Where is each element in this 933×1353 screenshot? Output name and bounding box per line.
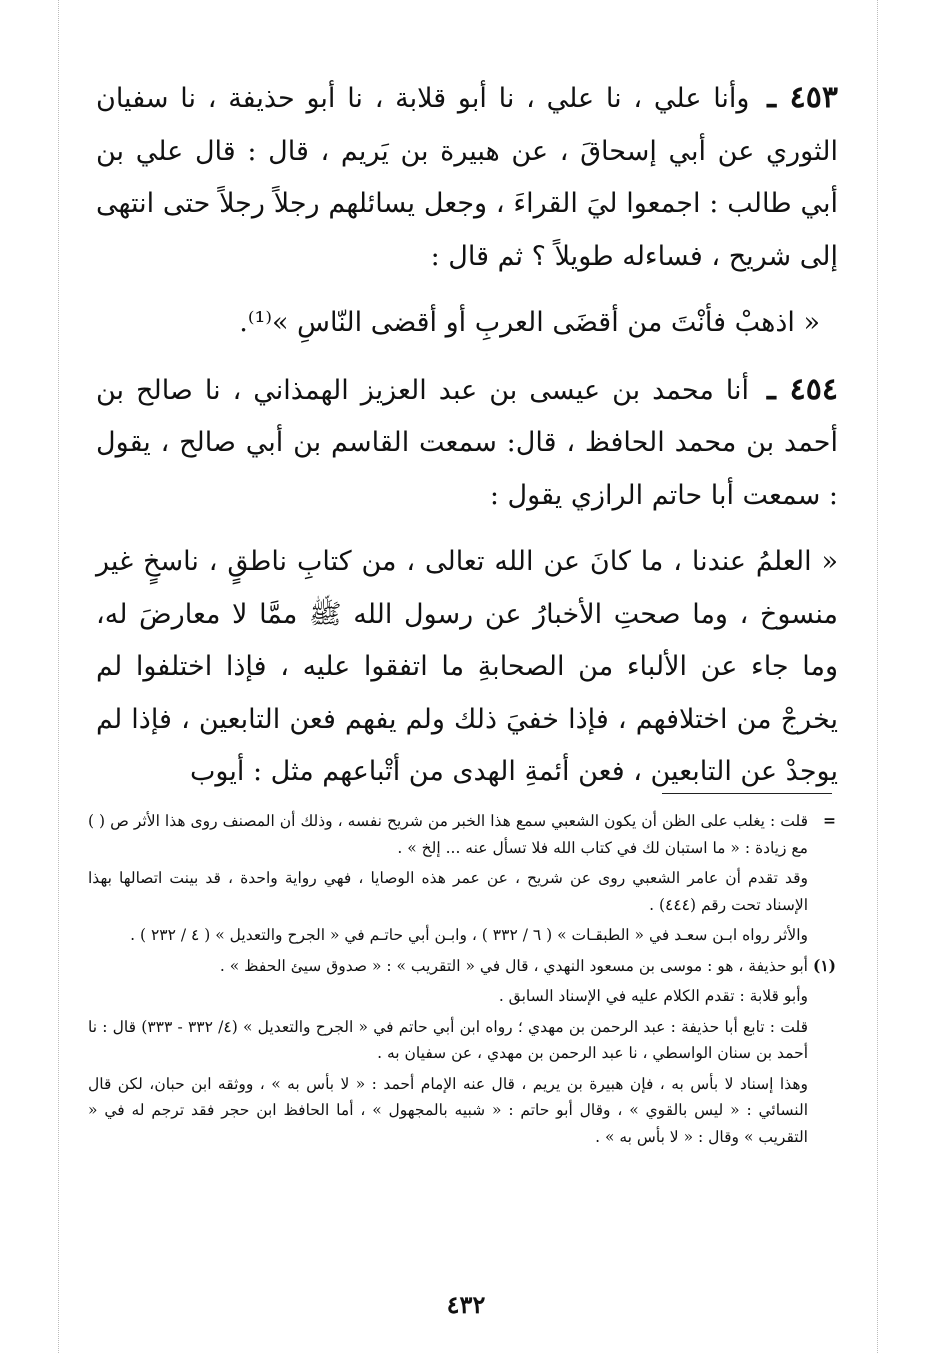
footnotes xyxy=(88,808,836,1150)
footnote-1-line-4: وهذا إسناد لا بأس به ، فإن هبيرة بن يريم ، قال عنه الإمام أحمد : « لا بأس به » ، ووثقه ابن حبان، لكن قال النسائي : « ليس بالقوي » ، وقال أبو حاتم : « شبيه بالمجهول » ، أما الحافظ ابن حجر فقد ترجم له في « التقريب » وقال : « لا بأس به » . xyxy=(88,1074,808,1146)
footnote-1 xyxy=(88,953,836,980)
footnote-separator xyxy=(662,793,832,794)
scan-edge-right xyxy=(877,0,879,1353)
paragraph-453-text: وأنا علي ، نا علي ، نا أبو قلابة ، نا أبو حذيفة ، نا سفيان الثوري عن أبي إسحاقَ ، عن هبيرة بن يَريم ، قال : قال علي بن أبي طالب : اجمعوا ليَ القراءَ ، وجعل يسائلهم رجلاً رجلاً حتى انتهى إلى شريح ، فساءله طويلاً ؟ ثم قال : xyxy=(96,83,838,272)
paragraph-454 xyxy=(96,364,838,523)
continuation-marker: = xyxy=(823,811,836,830)
quote-453: « اذهبْ فأنْتَ من أقضَى العربِ أو أقضى النّاسِ »⁽¹⁾. xyxy=(239,307,820,338)
scan-edge-left xyxy=(58,0,60,1353)
footnote-1-marker: (١) xyxy=(812,955,836,975)
paragraph-453 xyxy=(96,72,838,283)
footnote-continuation-1 xyxy=(88,808,836,861)
footnote-continuation-1-text: قلت : يغلب على الظن أن يكون الشعبي سمع هذا الخبر من شريح نفسه ، وذلك أن المصنف روى هذا الأثر ص ( ) مع زيادة : « ما استبان لك في كتاب الله فلا تسأل عنه ... إلخ » . xyxy=(88,812,808,857)
paragraph-454-text: أنا محمد بن عيسى بن عبد العزيز الهمذاني ، نا صالح بن أحمد بن محمد الحافظ ، قال: سمعت القاسم بن أبي صالح ، يقول : سمعت أبا حاتم الرازي يقول : xyxy=(96,374,838,511)
page-number: ٤٣٢ xyxy=(446,1290,486,1319)
footnote-continuation-2: وقد تقدم أن عامر الشعبي روى عن شريح ، عن عمر هذه الوصايا ، فهي رواية واحدة ، قد بينت اتصالها بهذا الإسناد تحت رقم (٤٤٤) . xyxy=(88,869,808,914)
footnote-1-line-2: وأبو قلابة : تقدم الكلام عليه في الإسناد السابق . xyxy=(498,987,808,1005)
entry-number-454: ٤٥٤ ـ xyxy=(767,371,838,407)
footnote-1-text: أبو حذيفة ، هو : موسى بن مسعود النهدي ، قال في « التقريب » : « صدوق سيئ الحفظ » . xyxy=(219,956,808,975)
entry-number-453: ٤٥٣ ـ xyxy=(767,80,838,115)
quote-454: « العلمُ عندنا ، ما كانَ عن الله تعالى ، من كتابِ ناطقٍ ، ناسخٍ غير منسوخ ، وما صحتِ الأخبارُ عن رسول الله ﷺ ممَّا لا معارضَ له، وما جاء عن الألباء من الصحابةِ ما اتفقوا عليه ، فإذا اختلفوا لم يخرجْ من اختلافهم ، فإذا خفيَ ذلك ولم يفهم فعن التابعين ، فإذا لم يوجدْ عن التابعين ، فعن أئمةِ الهدى من أتْباعهم مثل : أيوب xyxy=(96,546,838,787)
footnote-1-line-3: قلت : تابع أبا حذيفة : عبد الرحمن بن مهدي ؛ رواه ابن أبي حاتم في « الجرح والتعديل » (٤/ ٣٣٢ - ٣٣٣) قال : نا أحمد بن سنان الواسطي ، نا عبد الرحمن بن مهدي ، عن سفيان به . xyxy=(88,1017,808,1062)
footnote-continuation-3: والأثر رواه ابـن سعـد في « الطبقـات » ( ٦ / ٣٣٢ ) ، وابـن أبي حاتـم في « الجرح والتعديل » ( ٤ / ٢٣٢ ) . xyxy=(130,926,808,944)
main-text xyxy=(96,72,838,799)
